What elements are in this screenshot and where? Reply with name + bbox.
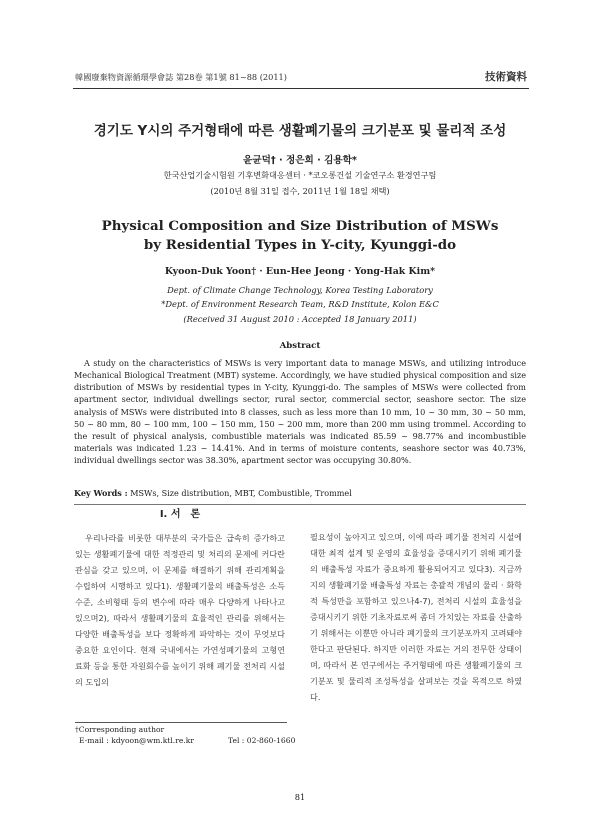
- english-affiliation-line-1: Dept. of Climate Change Technology, Korea Testing Laboratory: [167, 285, 433, 295]
- section-heading-introduction: I. 서 론: [159, 509, 201, 520]
- body-column-right: [310, 529, 522, 705]
- section-type-label: 技術資料: [485, 71, 527, 83]
- journal-citation: 韓國廢棄物資源循環學會誌 第28卷 第1號 81~88 (2011): [75, 72, 287, 82]
- footnote-email: E-mail : kdyoon@wm.ktl.re.kr: [79, 736, 194, 745]
- page-number: 81: [294, 792, 306, 802]
- keywords-text: MSWs, Size distribution, MBT, Combustible, Trommel: [127, 488, 352, 498]
- running-header: [75, 69, 527, 85]
- english-authors: Kyoon-Duk Yoon† · Eun-Hee Jeong · Yong-Hak Kim*: [164, 266, 436, 277]
- keywords: [74, 488, 526, 498]
- footnote-contact-row: [75, 735, 305, 746]
- footnote-rule: [75, 722, 287, 723]
- korean-title: 경기도 Y시의 주거형태에 따른 생활폐기물의 크기분포 및 물리적 조성: [93, 123, 507, 139]
- english-dates: (Received 31 August 2010 : Accepted 18 January 2011): [183, 314, 417, 324]
- english-title-line-1: Physical Composition and Size Distribution of MSWs: [101, 218, 499, 234]
- footnote-corresponding: †Corresponding author: [75, 725, 165, 734]
- keywords-label: Key Words :: [74, 488, 128, 498]
- abstract-heading: Abstract: [279, 341, 321, 351]
- korean-affiliation: 한국산업기술시험원 기후변화대응센터 · *코오롱건설 기술연구소 환경연구팀: [163, 170, 437, 180]
- footnote: [75, 724, 305, 746]
- english-title: [40, 217, 560, 254]
- header-rule: [73, 88, 529, 89]
- english-title-line-2: by Residential Types in Y-city, Kyunggi-do: [143, 236, 457, 253]
- abstract-text: A study on the characteristics of MSWs is very important data to manage MSWs, and utilizing introduce Mechanical Biological Treatment (MBT) systeme. Accordingly, we have studied physical composition and size distribution of MSWs by residential types in Y-city, Kyunggi-do. The samples of MSWs were collected from apartment sector, individual dwellings sector, rural sector, commercial sector, seashore sector. The size analysis of MSWs were distributed into 8 classes, such as less more than 10 mm, 10 ~ 30 mm, 30 ~ 50 mm, 50 ~ 80 mm, 80 ~ 100 mm, 100 ~ 150 mm, 150 ~ 200 mm, more than 200 mm using trommel. According to the result of physical analysis, combustible materials was indicated 85.59 ~ 98.77% and incombustible materials was indicated 1.23 ~ 14.41%. And in terms of moisture contents, seashore sector was 40.73%, individual dwellings sector was 38.30%, apartment sector was occupying 30.80%.: [74, 358, 526, 466]
- intro-paragraph-right: 필요성이 높아지고 있으며, 이에 따라 폐기물 전처리 시설에 대한 최적 설계 및 운영의 효율성을 증대시키기 위해 폐기물의 배출특성 자료가 중요하게 활용되어지고 있다3). 지금까지의 생활폐기물 배출특성 자료는 총괄적 개념의 물리 · 화학적 특성만을 포함하고 있으나4-7), 전처리 시설의 효율성을 증대시키기 위한 기초자료로써 좀더 가치있는 자료를 산출하기 위해서는 이뿐만 아니라 폐기물의 크기분포까지 고려돼야 한다고 판단된다. 하지만 이러한 자료는 거의 전무한 상태이며, 따라서 본 연구에서는 주거형태에 따른 생활폐기물의 크기분포 및 물리적 조성특성을 살펴보는 것을 목적으로 하였다.: [310, 532, 522, 702]
- intro-paragraph-left: 우리나라를 비롯한 대부분의 국가들은 급속히 증가하고 있는 생활폐기물에 대한 적정관리 및 처리의 문제에 커다란 관심을 갖고 있으며, 이 문제를 해결하기 위해 관리계획을 수립하여 시행하고 있다1). 생활폐기물의 배출특성은 소득수준, 소비형태 등의 변수에 따라 매우 다양하게 나타나고 있으며2), 따라서 생활폐기물의 효율적인 관리를 위해서는 다양한 배출특성을 보다 정확하게 파악하는 것이 무엇보다 중요한 요인이다. 현재 국내에서는 가연성폐기물의 고형연료화 등을 통한 자원회수를 높이기 위해 폐기물 전처리 시설의 도입의: [75, 533, 285, 687]
- english-affiliation: [40, 283, 560, 311]
- footnote-tel: Tel : 02-860-1660: [228, 736, 296, 745]
- korean-authors: 윤균덕† · 정은희 · 김용학*: [243, 155, 357, 166]
- korean-dates: (2010년 8월 31일 접수, 2011년 1월 18일 채택): [210, 186, 390, 196]
- english-affiliation-line-2: *Dept. of Environment Research Team, R&D Institute, Kolon E&C: [161, 299, 439, 309]
- body-column-left: [75, 530, 285, 690]
